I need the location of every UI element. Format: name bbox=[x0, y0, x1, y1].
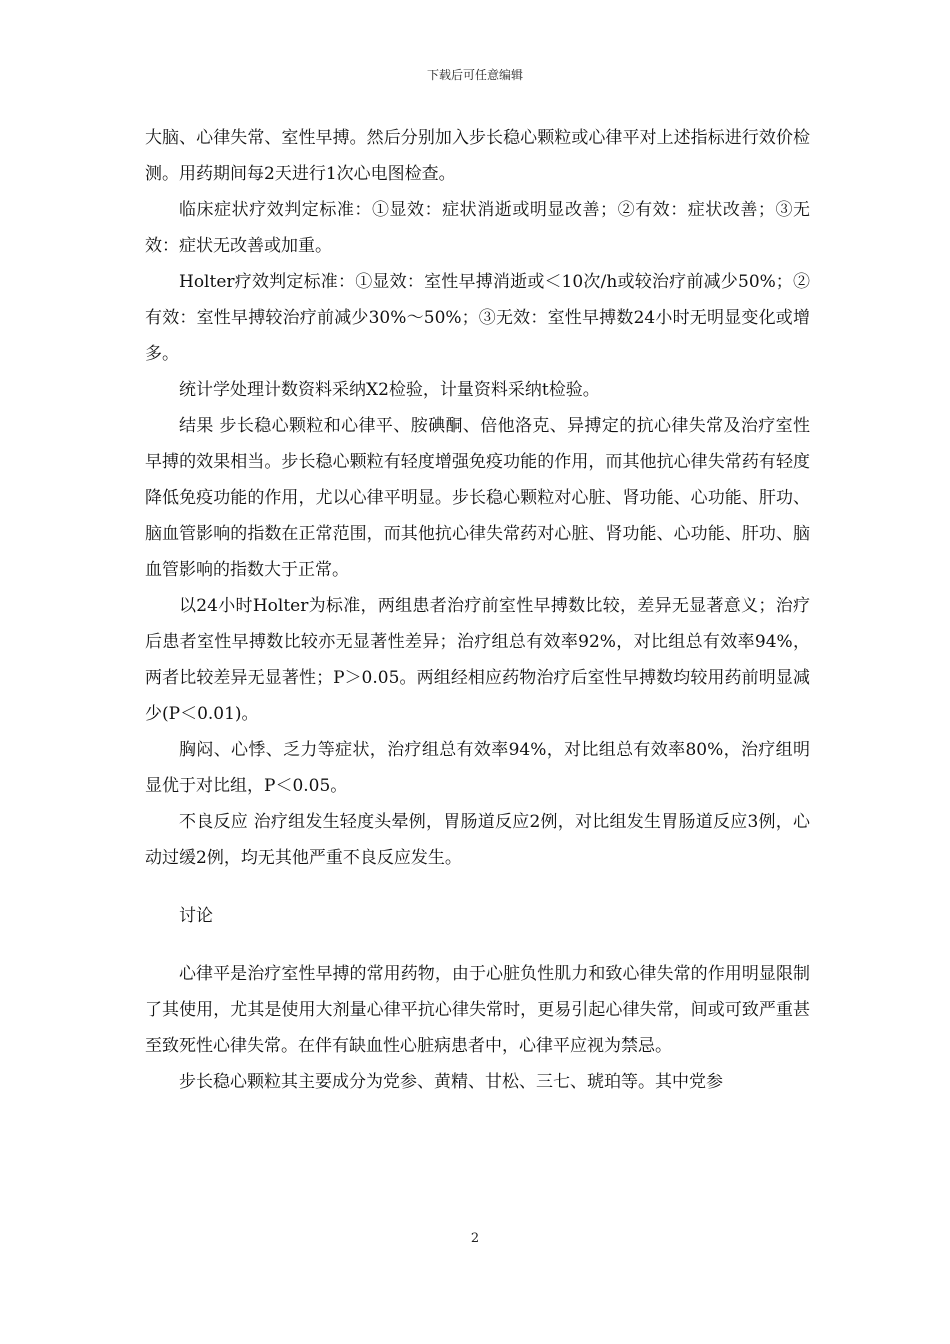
paragraph-statistics: 统计学处理计数资料采纳X2检验，计量资料采纳t检验。 bbox=[179, 380, 600, 400]
paragraph-continuation: 大脑、心律失常、室性早搏。然后分别加入步长稳心颗粒或心律平对上述指标进行效价检测。用药期间每2天进行1次心电图检查。 bbox=[145, 128, 810, 184]
paragraph-discussion-1: 心律平是治疗室性早搏的常用药物，由于心脏负性肌力和致心律失常的作用明显限制了其使用，尤其是使用大剂量心律平抗心律失常时，更易引起心律失常，间或可致严重甚至致死性心律失常。在伴有缺血性心脏病患者中，心律平应视为禁忌。 bbox=[145, 964, 810, 1056]
paragraph-adverse-reactions: 不良反应 治疗组发生轻度头晕例，胃肠道反应2例，对比组发生胃肠道反应3例，心动过缓2例，均无其他严重不良反应发生。 bbox=[145, 812, 810, 868]
paragraph-results: 结果 步长稳心颗粒和心律平、胺碘酮、倍他洛克、异搏定的抗心律失常及治疗室性早搏的效果相当。步长稳心颗粒有轻度增强免疫功能的作用，而其他抗心律失常药有轻度降低免疫功能的作用，尤以心律平明显。步长稳心颗粒对心脏、肾功能、心功能、肝功、脑血管影响的指数在正常范围，而其他抗心律失常药对心脏、肾功能、心功能、肝功、脑血管影响的指数大于正常。 bbox=[145, 416, 810, 580]
paragraph-holter-results: 以24小时Holter为标准，两组患者治疗前室性早搏数比较，差异无显著意义；治疗后患者室性早搏数比较亦无显著性差异；治疗组总有效率92%，对比组总有效率94%，两者比较差异无显著性；P＞0.05。两组经相应药物治疗后室性早搏数均较用药前明显减少(P＜0.01)。 bbox=[145, 596, 810, 724]
paragraph-symptom-results: 胸闷、心悸、乏力等症状，治疗组总有效率94%，对比组总有效率80%，治疗组明显优于对比组，P＜0.05。 bbox=[145, 740, 810, 796]
paragraph-clinical-criteria: 临床症状疗效判定标准：①显效：症状消逝或明显改善；②有效：症状改善；③无效：症状无改善或加重。 bbox=[145, 200, 810, 256]
section-heading-discussion: 讨论 bbox=[179, 906, 213, 926]
paragraph-holter-criteria: Holter疗效判定标准：①显效：室性早搏消逝或＜10次/h或较治疗前减少50%；②有效：室性早搏较治疗前减少30%～50%；③无效：室性早搏数24小时无明显变化或增多。 bbox=[145, 272, 810, 364]
page-header: 下载后可任意编辑 bbox=[426, 68, 523, 82]
paragraph-discussion-2: 步长稳心颗粒其主要成分为党参、黄精、甘松、三七、琥珀等。其中党参 bbox=[179, 1072, 723, 1092]
document-body bbox=[145, 120, 810, 1100]
page-number: 2 bbox=[470, 1231, 480, 1246]
